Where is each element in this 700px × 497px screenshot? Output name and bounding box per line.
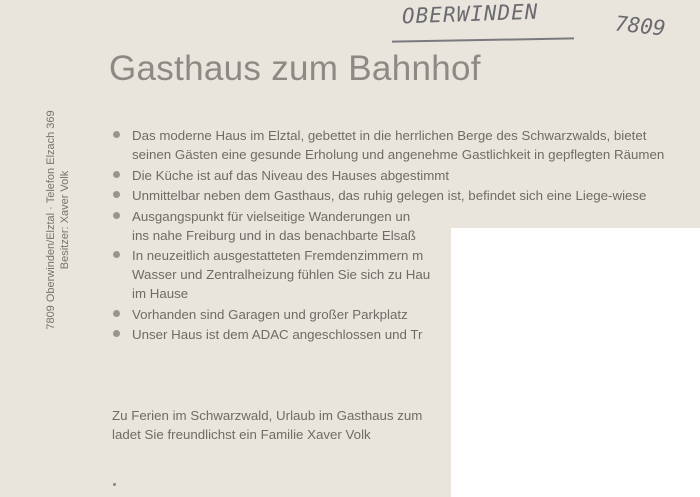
closing-line: ladet Sie freundlichst ein Familie Xaver Volk [112, 427, 371, 442]
sidebar-address [44, 50, 72, 390]
list-item-text: ins nahe Freiburg und in das benachbarte Elsaß [132, 227, 416, 243]
list-item-text: im Hause [132, 286, 189, 301]
address-line: 7809 Oberwinden/Elztal · Telefon Elzach 369 [45, 110, 57, 330]
list-item-text: Unmittelbar neben dem Gasthaus, das ruhig gelegen ist, befindet sich eine Liege-wiese [132, 188, 647, 203]
owner-line: Besitzer: Xaver Volk [59, 170, 71, 270]
list-item-text: Vorhanden sind Garagen und großer Parkplatz [132, 306, 408, 322]
list-item [112, 126, 674, 164]
list-item-text: Wasser und Zentralheizung fühlen Sie sich zu Hau [132, 267, 431, 282]
list-item [112, 166, 674, 185]
closing-line: Zu Ferien im Schwarzwald, Urlaub im Gasthaus zum [112, 408, 423, 423]
blank-cutout [451, 228, 700, 497]
handwritten-postal-code: 7809 [613, 11, 667, 41]
page-title: Gasthaus zum Bahnhof [109, 49, 481, 88]
list-item [112, 186, 674, 205]
list-item-text: Die Küche ist auf das Niveau des Hauses abgestimmt [132, 167, 450, 183]
paper-speck [113, 483, 116, 486]
list-item-text: Ausgangspunkt für vielseitige Wanderungen un [132, 208, 411, 224]
handwritten-place-name: OBERWINDEN [401, 0, 539, 29]
list-item-text: Unser Haus ist dem ADAC angeschlossen und Tr [132, 327, 423, 342]
list-item-text: Das moderne Haus im Elztal, gebettet in die herrlichen Berge des Schwarzwalds, bietet seinen Gästen eine gesunde Erholung und angenehme Gastlichkeit in gepflegten Räumen [132, 128, 665, 162]
handwritten-underline [392, 37, 574, 42]
list-item-text: In neuzeitlich ausgestatteten Fremdenzimmern m [132, 248, 424, 263]
